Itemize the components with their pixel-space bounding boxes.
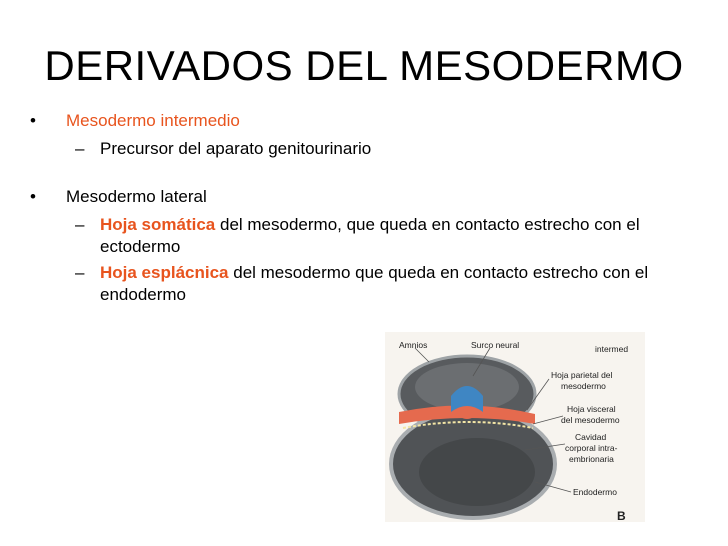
sub-bullet-dash: – [75, 215, 85, 234]
bullet-mesodermo-lateral [30, 186, 700, 208]
label-figure-letter: B [617, 509, 626, 522]
label-intermedio: intermed [595, 344, 629, 354]
label-amnios: Amnios [399, 340, 428, 350]
label-hoja-visceral-1: Hoja visceral [567, 404, 616, 414]
label-cavidad-1: Cavidad [575, 432, 607, 442]
bullet-text: Mesodermo lateral [66, 187, 207, 206]
bullet-dot: • [30, 111, 36, 130]
sub-bullet-precursor [30, 138, 700, 160]
label-hoja-parietal-1: Hoja parietal del [551, 370, 613, 380]
label-endodermo: Endodermo [573, 487, 617, 497]
sub-bullet-dash: – [75, 139, 85, 158]
sub-bullet-text: del mesodermo, que queda en contacto estrecho con el ectodermo [100, 215, 640, 256]
label-hoja-parietal-2: mesodermo [561, 381, 606, 391]
sub-bullet-dash: – [75, 263, 85, 282]
label-cavidad-3: embrionaria [569, 454, 614, 464]
sub-bullet-text: del mesodermo que queda en contacto estrecho con el endodermo [100, 263, 649, 304]
bullet-list [30, 110, 700, 306]
bullet-mesodermo-intermedio [30, 110, 700, 132]
bullet-text: Mesodermo intermedio [66, 111, 240, 130]
sub-bullet-hoja-esplacnica [30, 262, 700, 306]
sub-bullet-hoja-somatica [30, 214, 700, 258]
highlight-hoja-esplacnica: Hoja esplácnica [100, 263, 229, 282]
bullet-dot: • [30, 187, 36, 206]
label-hoja-visceral-2: del mesodermo [561, 415, 620, 425]
embryo-cross-section-figure [385, 332, 645, 522]
sub-bullet-text: Precursor del aparato genitourinario [100, 139, 372, 158]
label-surco-neural: Surco neural [471, 340, 520, 350]
embryo-illustration [385, 332, 645, 522]
slide-title: DERIVADOS DEL MESODERMO [44, 42, 684, 89]
label-cavidad-2: corporal intra- [565, 443, 618, 453]
highlight-hoja-somatica: Hoja somática [100, 215, 216, 234]
